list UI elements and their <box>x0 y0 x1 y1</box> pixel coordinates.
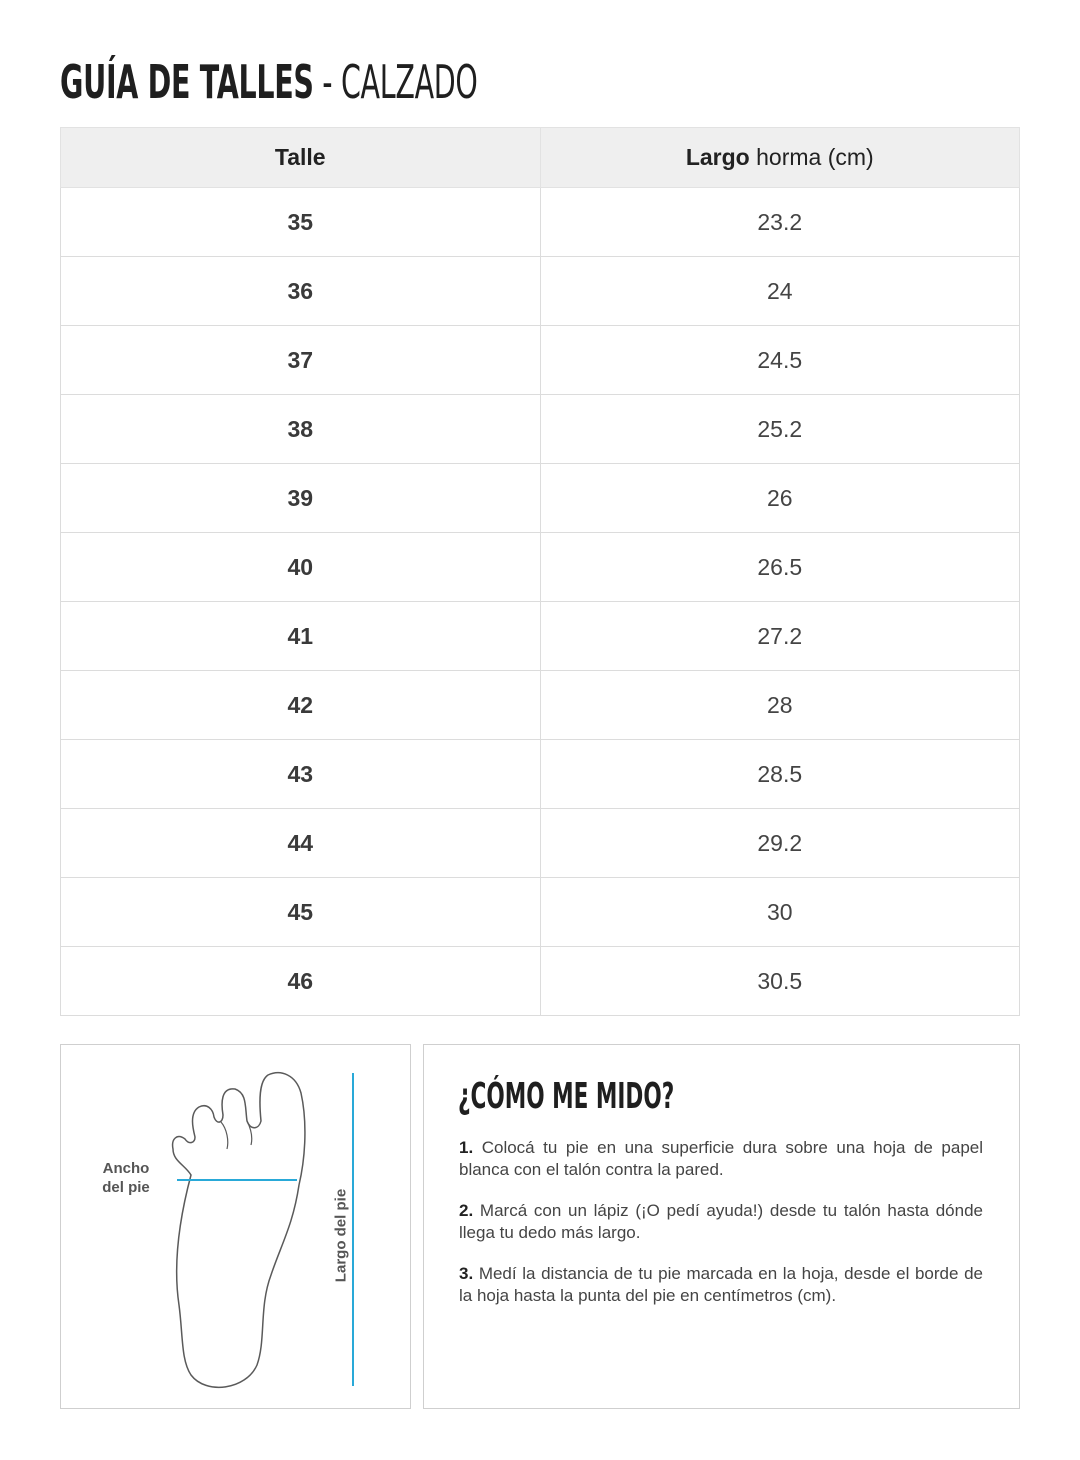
table-row <box>61 533 1020 602</box>
ancho-label-line-1: Ancho <box>102 1160 150 1177</box>
header-size: Talle <box>61 128 541 188</box>
size-cell: 39 <box>61 464 541 533</box>
size-cell: 42 <box>61 671 541 740</box>
length-cell: 28 <box>540 671 1020 740</box>
step-1: 1. Colocá tu pie en una superficie dura sobre una hoja de papel blanca con el talón contra la pared. <box>459 1138 983 1179</box>
table-row <box>61 602 1020 671</box>
title-separator: - <box>322 55 333 109</box>
table-row <box>61 809 1020 878</box>
ancho-label-line-2: del pie <box>102 1179 150 1196</box>
title-sub: CALZADO <box>340 55 478 109</box>
table-row <box>61 947 1020 1016</box>
table-row <box>61 326 1020 395</box>
page-title <box>60 52 478 112</box>
step-2: 2. Marcá con un lápiz (¡O pedí ayuda!) desde tu talón hasta dónde llega tu dedo más largo. <box>459 1201 983 1242</box>
table-row <box>61 671 1020 740</box>
how-to-measure-card <box>423 1044 1020 1409</box>
header-length-rest: horma (cm) <box>749 144 874 170</box>
size-cell: 38 <box>61 395 541 464</box>
header-length <box>540 128 1020 188</box>
table-row <box>61 740 1020 809</box>
length-cell: 24 <box>540 257 1020 326</box>
length-cell: 29.2 <box>540 809 1020 878</box>
length-cell: 27.2 <box>540 602 1020 671</box>
size-cell: 41 <box>61 602 541 671</box>
size-cell: 46 <box>61 947 541 1016</box>
ancho-label <box>91 1159 161 1197</box>
length-cell: 23.2 <box>540 188 1020 257</box>
size-cell: 36 <box>61 257 541 326</box>
size-cell: 35 <box>61 188 541 257</box>
header-length-bold: Largo <box>685 144 750 170</box>
length-cell: 24.5 <box>540 326 1020 395</box>
table-row <box>61 395 1020 464</box>
steps-list <box>459 1137 983 1326</box>
length-cell: 28.5 <box>540 740 1020 809</box>
length-cell: 30 <box>540 878 1020 947</box>
largo-label: Largo del pie <box>332 1188 350 1283</box>
length-cell: 25.2 <box>540 395 1020 464</box>
size-cell: 44 <box>61 809 541 878</box>
size-table <box>60 127 1020 1016</box>
size-cell: 45 <box>61 878 541 947</box>
length-cell: 30.5 <box>540 947 1020 1016</box>
size-cell: 37 <box>61 326 541 395</box>
table-row <box>61 257 1020 326</box>
foot-diagram-card <box>60 1044 411 1409</box>
foot-outline-shape <box>173 1073 305 1388</box>
table-row <box>61 188 1020 257</box>
step-3: 3. Medí la distancia de tu pie marcada en la hoja, desde el borde de la hoja hasta la punta del pie en centímetros (cm). <box>459 1264 983 1305</box>
table-header-row <box>61 128 1020 188</box>
length-cell: 26 <box>540 464 1020 533</box>
foot-diagram <box>61 1045 412 1410</box>
size-cell: 40 <box>61 533 541 602</box>
table-row <box>61 878 1020 947</box>
size-cell: 43 <box>61 740 541 809</box>
table-row <box>61 464 1020 533</box>
how-to-measure-title: ¿CÓMO ME MIDO? <box>458 1076 675 1117</box>
length-cell: 26.5 <box>540 533 1020 602</box>
title-main: GUÍA DE TALLES <box>60 55 314 109</box>
